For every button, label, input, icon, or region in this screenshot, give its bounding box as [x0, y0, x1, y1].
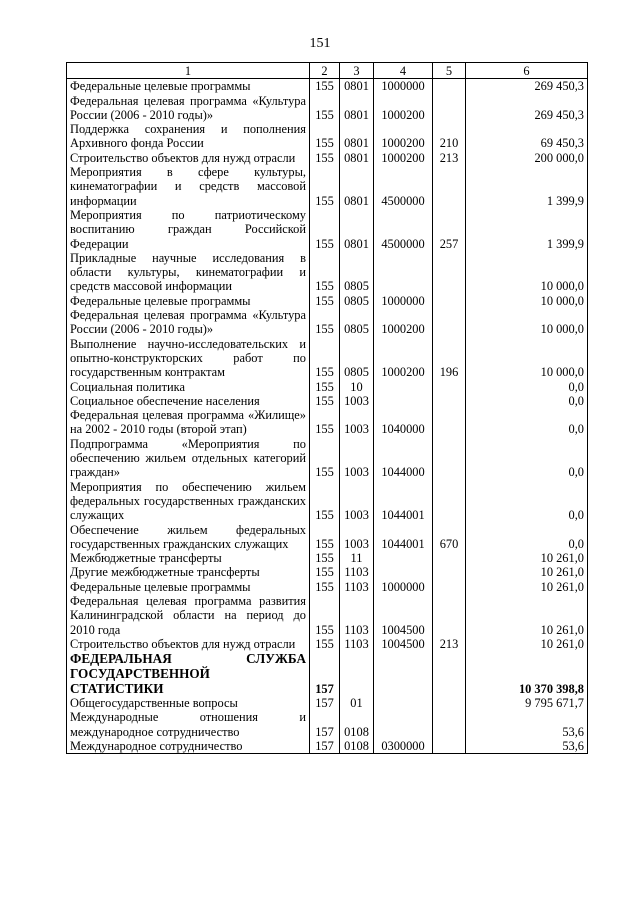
target-code: [374, 651, 433, 696]
amount: 10 000,0: [466, 308, 588, 337]
row-name: Общегосударственные вопросы: [67, 696, 310, 710]
ministry-code: 155: [310, 551, 340, 565]
table-row: [67, 565, 588, 579]
ministry-code: 155: [310, 79, 340, 94]
target-code: [374, 380, 433, 394]
expense-code: [433, 565, 466, 579]
amount: 0,0: [466, 380, 588, 394]
amount: 69 450,3: [466, 122, 588, 151]
amount: 0,0: [466, 394, 588, 408]
target-code: 1000000: [374, 79, 433, 94]
column-header: 2: [310, 63, 340, 79]
section-code: 1003: [340, 408, 374, 437]
ministry-code: 157: [310, 710, 340, 739]
ministry-code: 155: [310, 408, 340, 437]
expense-code: [433, 94, 466, 123]
target-code: 1040000: [374, 408, 433, 437]
table-row: [67, 739, 588, 754]
table-row: [67, 208, 588, 251]
section-code: 1003: [340, 523, 374, 552]
expense-code: [433, 551, 466, 565]
amount: 10 261,0: [466, 637, 588, 651]
table-row: [67, 696, 588, 710]
table-row: [67, 580, 588, 594]
ministry-code: 155: [310, 165, 340, 208]
target-code: [374, 710, 433, 739]
ministry-code: 155: [310, 565, 340, 579]
target-code: 1000200: [374, 337, 433, 380]
section-code: 0801: [340, 79, 374, 94]
expense-code: [433, 308, 466, 337]
section-code: 1103: [340, 594, 374, 637]
table-row: [67, 337, 588, 380]
ministry-code: 157: [310, 739, 340, 754]
amount: 0,0: [466, 408, 588, 437]
section-code: 0805: [340, 294, 374, 308]
section-code: 0805: [340, 337, 374, 380]
section-code: 01: [340, 696, 374, 710]
target-code: 1000000: [374, 580, 433, 594]
ministry-code: 155: [310, 308, 340, 337]
table-row: [67, 651, 588, 696]
section-code: 1003: [340, 480, 374, 523]
table-row: [67, 437, 588, 480]
amount: 0,0: [466, 480, 588, 523]
row-name: ФЕДЕРАЛЬНАЯ СЛУЖБА ГОСУДАРСТВЕННОЙ СТАТИСТИКИ: [67, 651, 310, 696]
section-code: 0805: [340, 308, 374, 337]
ministry-code: 155: [310, 294, 340, 308]
ministry-code: 157: [310, 696, 340, 710]
target-code: 1044001: [374, 523, 433, 552]
ministry-code: 155: [310, 437, 340, 480]
row-name: Международное сотрудничество: [67, 739, 310, 754]
target-code: 1044000: [374, 437, 433, 480]
table-row: [67, 551, 588, 565]
amount: 1 399,9: [466, 208, 588, 251]
section-code: 0801: [340, 151, 374, 165]
column-header: 6: [466, 63, 588, 79]
table-row: [67, 394, 588, 408]
amount: 10 261,0: [466, 565, 588, 579]
section-code: 0801: [340, 208, 374, 251]
amount: 200 000,0: [466, 151, 588, 165]
ministry-code: 155: [310, 580, 340, 594]
ministry-code: 155: [310, 94, 340, 123]
expense-code: [433, 739, 466, 754]
row-name: Прикладные научные исследования в области культуры, кинематографии и средств массовой информации: [67, 251, 310, 294]
amount: 10 370 398,8: [466, 651, 588, 696]
row-name: Мероприятия по обеспечению жильем федеральных государственных гражданских служащих: [67, 480, 310, 523]
target-code: 4500000: [374, 208, 433, 251]
target-code: [374, 696, 433, 710]
row-name: Федеральная целевая программа «Культура России (2006 - 2010 годы)»: [67, 94, 310, 123]
target-code: [374, 251, 433, 294]
expense-code: [433, 696, 466, 710]
amount: 10 000,0: [466, 251, 588, 294]
section-code: [340, 651, 374, 696]
section-code: 0801: [340, 94, 374, 123]
section-code: 1003: [340, 437, 374, 480]
target-code: 1000200: [374, 151, 433, 165]
expense-code: [433, 408, 466, 437]
expense-code: [433, 437, 466, 480]
section-code: 0108: [340, 739, 374, 754]
expense-code: 210: [433, 122, 466, 151]
table-row: [67, 408, 588, 437]
table-row: [67, 594, 588, 637]
table-row: [67, 308, 588, 337]
amount: 10 261,0: [466, 551, 588, 565]
row-name: Мероприятия по патриотическому воспитанию граждан Российской Федерации: [67, 208, 310, 251]
page-number: 151: [309, 36, 331, 51]
section-code: 1103: [340, 637, 374, 651]
target-code: 1000200: [374, 122, 433, 151]
ministry-code: 155: [310, 594, 340, 637]
expense-code: 670: [433, 523, 466, 552]
row-name: Поддержка сохранения и пополнения Архивного фонда России: [67, 122, 310, 151]
amount: 10 000,0: [466, 294, 588, 308]
ministry-code: 155: [310, 480, 340, 523]
section-code: 0108: [340, 710, 374, 739]
table-row: [67, 523, 588, 552]
column-header: 5: [433, 63, 466, 79]
row-name: Федеральная целевая программа «Культура России (2006 - 2010 годы)»: [67, 308, 310, 337]
target-code: 4500000: [374, 165, 433, 208]
section-code: 1103: [340, 565, 374, 579]
amount: 0,0: [466, 437, 588, 480]
ministry-code: 157: [310, 651, 340, 696]
target-code: 1000000: [374, 294, 433, 308]
section-code: 11: [340, 551, 374, 565]
table-row: [67, 165, 588, 208]
ministry-code: 155: [310, 122, 340, 151]
ministry-code: 155: [310, 637, 340, 651]
row-name: Мероприятия в сфере культуры, кинематографии и средств массовой информации: [67, 165, 310, 208]
row-name: Выполнение научно-исследовательских и опытно-конструкторских работ по государственным контрактам: [67, 337, 310, 380]
expense-code: 196: [433, 337, 466, 380]
expense-code: [433, 594, 466, 637]
amount: 10 261,0: [466, 594, 588, 637]
target-code: 1044001: [374, 480, 433, 523]
target-code: 1004500: [374, 594, 433, 637]
table-row: [67, 480, 588, 523]
expense-code: [433, 480, 466, 523]
row-name: Обеспечение жильем федеральных государственных гражданских служащих: [67, 523, 310, 552]
section-code: 0805: [340, 251, 374, 294]
row-name: Социальная политика: [67, 380, 310, 394]
ministry-code: 155: [310, 394, 340, 408]
ministry-code: 155: [310, 380, 340, 394]
row-name: Федеральные целевые программы: [67, 79, 310, 94]
table-row: [67, 710, 588, 739]
column-number-row: [67, 63, 588, 79]
section-code: 0801: [340, 122, 374, 151]
row-name: Международные отношения и международное сотрудничество: [67, 710, 310, 739]
amount: 269 450,3: [466, 79, 588, 94]
row-name: Строительство объектов для нужд отрасли: [67, 637, 310, 651]
row-name: Федеральная целевая программа развития Калининградской области на период до 2010 года: [67, 594, 310, 637]
expense-code: [433, 580, 466, 594]
expense-code: [433, 651, 466, 696]
amount: 269 450,3: [466, 94, 588, 123]
expense-code: [433, 294, 466, 308]
section-code: 1103: [340, 580, 374, 594]
amount: 53,6: [466, 739, 588, 754]
column-header: 1: [67, 63, 310, 79]
row-name: Федеральные целевые программы: [67, 580, 310, 594]
expense-code: 213: [433, 637, 466, 651]
amount: 10 261,0: [466, 580, 588, 594]
expense-code: [433, 165, 466, 208]
amount: 53,6: [466, 710, 588, 739]
amount: 1 399,9: [466, 165, 588, 208]
table-row: [67, 94, 588, 123]
row-name: Федеральная целевая программа «Жилище» на 2002 - 2010 годы (второй этап): [67, 408, 310, 437]
section-code: 0801: [340, 165, 374, 208]
row-name: Федеральные целевые программы: [67, 294, 310, 308]
table-row: [67, 122, 588, 151]
section-code: 1003: [340, 394, 374, 408]
target-code: 0300000: [374, 739, 433, 754]
table-row: [67, 151, 588, 165]
ministry-code: 155: [310, 523, 340, 552]
row-name: Социальное обеспечение населения: [67, 394, 310, 408]
target-code: [374, 394, 433, 408]
amount: 10 000,0: [466, 337, 588, 380]
row-name: Подпрограмма «Мероприятия по обеспечению жильем отдельных категорий граждан»: [67, 437, 310, 480]
target-code: [374, 551, 433, 565]
expense-code: [433, 79, 466, 94]
target-code: 1000200: [374, 94, 433, 123]
target-code: 1004500: [374, 637, 433, 651]
expense-code: [433, 380, 466, 394]
expense-code: [433, 251, 466, 294]
amount: 9 795 671,7: [466, 696, 588, 710]
row-name: Строительство объектов для нужд отрасли: [67, 151, 310, 165]
table-row: [67, 251, 588, 294]
amount: 0,0: [466, 523, 588, 552]
target-code: 1000200: [374, 308, 433, 337]
table-row: [67, 79, 588, 94]
column-header: 4: [374, 63, 433, 79]
target-code: [374, 565, 433, 579]
ministry-code: 155: [310, 251, 340, 294]
table-row: [67, 294, 588, 308]
row-name: Межбюджетные трансферты: [67, 551, 310, 565]
section-code: 10: [340, 380, 374, 394]
expense-code: [433, 710, 466, 739]
ministry-code: 155: [310, 151, 340, 165]
column-header: 3: [340, 63, 374, 79]
budget-table: [66, 62, 588, 754]
expense-code: [433, 394, 466, 408]
ministry-code: 155: [310, 337, 340, 380]
table-row: [67, 637, 588, 651]
expense-code: 213: [433, 151, 466, 165]
row-name: Другие межбюджетные трансферты: [67, 565, 310, 579]
ministry-code: 155: [310, 208, 340, 251]
expense-code: 257: [433, 208, 466, 251]
table-row: [67, 380, 588, 394]
